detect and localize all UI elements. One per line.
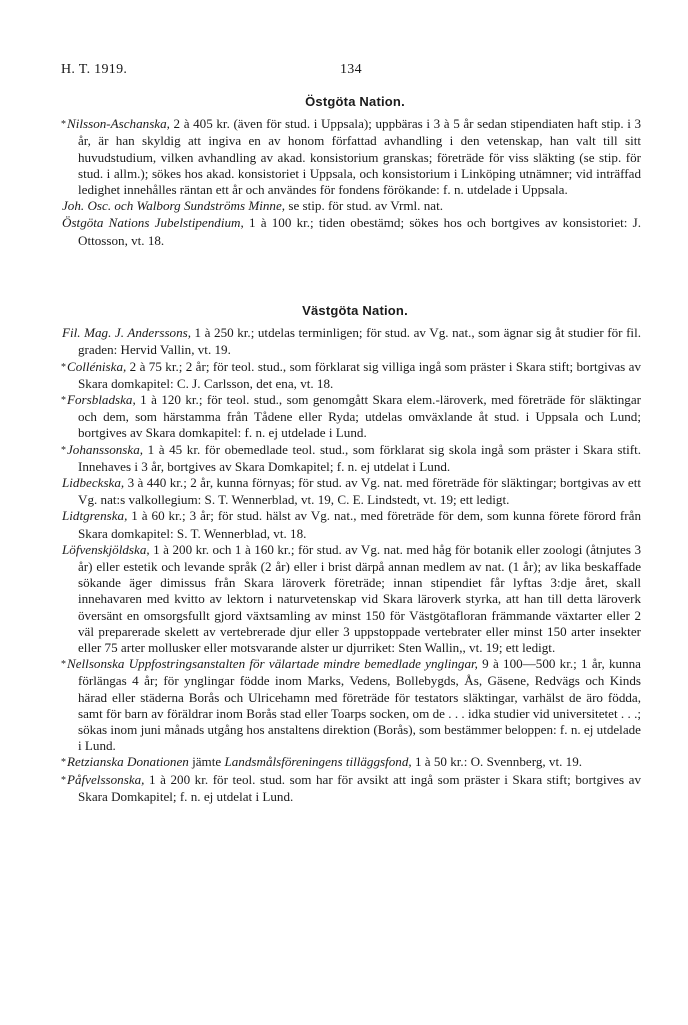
stipend-entry — [61, 508, 641, 541]
stipend-description: 1 à 200 kr. och 1 à 160 kr.; för stud. av Vg. nat. med håg för botanik eller zoologi (åtnjutes 3 år) eller estetik och levande språk (2 år) eller i brist därpå annan medlem av nat. (1 år); av lika beskaffade sökande äger dimissus från Skara läroverk företräde; innan stipendiet får lyftas 3:dje året, skall innehavaren med kvitto av lektorn i naturvetenskap vid Skara läroverk styrka, att han till detta läroverk översänt en omsorgsfullt gjord växtsamling av minst 150 för Västgötafloran främmande växtarter eller 2 väl preparerade skelett av vertebrerade djur eller 3 uppstoppade vertebrater eller minst 150 arter insekter eller 75 arter mollusker eller motsvarande alster ur djurriket: Sten Wallin,, vt. 19; ett ledigt. — [78, 541, 641, 656]
asterisk-mark: * — [61, 774, 66, 786]
stipend-name: Retzianska Donationen — [67, 754, 189, 770]
stipend-entry — [61, 475, 641, 508]
stipend-name: Lidbeckska, — [62, 475, 125, 491]
stipend-name: Nilsson-Aschanska, — [67, 116, 170, 132]
running-header: H. T. 1919. — [61, 62, 128, 77]
asterisk-mark: * — [61, 395, 66, 407]
stipend-entry — [61, 116, 641, 198]
stipend-name-secondary: Landsmålsföreningens tilläggsfond, — [224, 754, 412, 770]
asterisk-mark: * — [61, 361, 66, 373]
stipend-description: se stip. för stud. av Vrml. nat. — [285, 198, 443, 214]
stipend-description: jämte — [188, 754, 225, 770]
page-number: 134 — [340, 62, 362, 77]
stipend-entry — [61, 772, 641, 805]
section-title: Östgöta Nation. — [305, 94, 405, 109]
entry-list — [61, 116, 641, 249]
stipend-name: Johanssonska, — [67, 441, 144, 457]
section-title: Västgöta Nation. — [302, 303, 408, 318]
asterisk-mark: * — [61, 757, 66, 769]
stipend-description: 1 à 100 kr.; tiden obestämd; sökes hos och bortgives av konsistoriet: J. Ottosson, vt. 18. — [78, 215, 641, 248]
stipend-description: 2 à 405 kr. (även för stud. i Uppsala); uppbäras i 3 à 5 år sedan stipendiaten haft stip. i 3 år, är han skyldig att ingiva en av honom författad avhandling i den vetenskap, han valt till sitt huvudstudium, vilken avhandling av akad. konsistorium granskas; företräde för viss släkting (se stip. för stud. i allm.); sökes hos akad. konsistoriet i Uppsala, och konsistorium i Linköping utnämner; vid inträffad ledighet innehålles räntan ett år och användes för fondens förökande: f. n. utdelade i Uppsala. — [78, 116, 641, 198]
stipend-entry — [61, 542, 641, 656]
entry-list — [61, 325, 641, 805]
stipend-description: 1 à 60 kr.; 3 år; för stud. hälst av Vg. nat., med företräde för dem, som kunna förete förord från Skara domkapitel: S. T. Wennerblad, vt. 18. — [78, 508, 641, 541]
stipend-name: Nellsonska Uppfostringsanstalten för välartade mindre bemedlade ynglingar, — [67, 656, 478, 672]
stipend-entry — [61, 359, 641, 392]
stipend-description: 3 à 440 kr.; 2 år, kunna förnyas; för stud. av Vg. nat. med företräde för släktingar; bortgivas av ett Vg. nat:s valkollegium: S. T. Wennerblad, vt. 19, C. E. Lindstedt, vt. 19; ett ledigt. — [78, 475, 641, 508]
stipend-description: 2 à 75 kr.; 2 år; för teol. stud., som förklarat sig villiga ingå som präster i Skara stift; bortgivas av Skara domkapitel: C. J. Carlsson, det ena, vt. 18. — [78, 358, 641, 391]
stipend-description: 1 à 200 kr. för teol. stud. som har för avsikt att ingå som präster i Skara stift; bortgives av Skara Domkapitel; f. n. ej utdelat i Lund. — [78, 771, 641, 804]
asterisk-mark: * — [61, 119, 66, 131]
stipend-name: Colléniska, — [67, 358, 127, 374]
stipend-description: 1 à 250 kr.; utdelas terminligen; för stud. av Vg. nat., som ägnar sig åt studier för fil. graden: Hervid Vallin, vt. 19. — [78, 325, 641, 358]
stipend-entry — [61, 656, 641, 754]
stipend-name: Löfvenskjöldska, — [62, 541, 150, 557]
stipend-entry — [61, 754, 641, 771]
asterisk-mark: * — [61, 444, 66, 456]
stipend-entry — [61, 325, 641, 358]
stipend-entry — [61, 215, 641, 248]
stipend-entry — [61, 392, 641, 442]
stipend-description: 1 à 120 kr.; för teol. stud., som genomgått Skara elem.-läroverk, med företräde för släktingar och dem, som härstamma från Tådene eller Ryda; utdelas omväxlande åt stud. i Uppsala och Lund; bortgives av Skara domkapitel: f. n. ej utdelade i Lund. — [78, 392, 641, 441]
stipend-entry — [61, 442, 641, 475]
stipend-description: 9 à 100—500 kr.; 1 år, kunna förlängas 4 år; för ynglingar födde inom Marks, Vedens, Bollebygds, Ås, Gäsene, Redvägs och Kinds härad eller städerna Borås och Ulricehamn med företräde för testators släktingar, varhälst de äro födda, samt för barn av föräldrar inom Borås stad eller Toarps socken, om de . . . idka studier vid universitetet . . .; sökas inom juni månads utgång hos anstaltens direktion (Borås), som bestämmer beloppen: f. n. ej utdelade i Lund. — [78, 656, 641, 754]
stipend-entry — [61, 198, 641, 215]
stipend-name: Lidtgrenska, — [62, 508, 128, 524]
stipend-name: Östgöta Nations Jubelstipendium, — [62, 215, 244, 231]
stipend-name: Forsbladska, — [67, 392, 136, 408]
stipend-name: Joh. Osc. och Walborg Sundströms Minne, — [62, 198, 286, 214]
section-ostgota — [61, 94, 641, 249]
stipend-name: Påfvelssonska, — [67, 771, 145, 787]
asterisk-mark: * — [61, 659, 66, 671]
stipend-name: Fil. Mag. J. Anderssons, — [62, 325, 191, 341]
stipend-description-tail: 1 à 50 kr.: O. Svennberg, vt. 19. — [411, 754, 583, 770]
stipend-description: 1 à 45 kr. för obemedlade teol. stud., som förklarat sig skola ingå som präster i Skara stift. Innehaves i 3 år, bortgives av Skara Domkapitel; f. n. ej utdelat i Lund. — [78, 441, 641, 474]
section-vastgota — [61, 303, 641, 805]
